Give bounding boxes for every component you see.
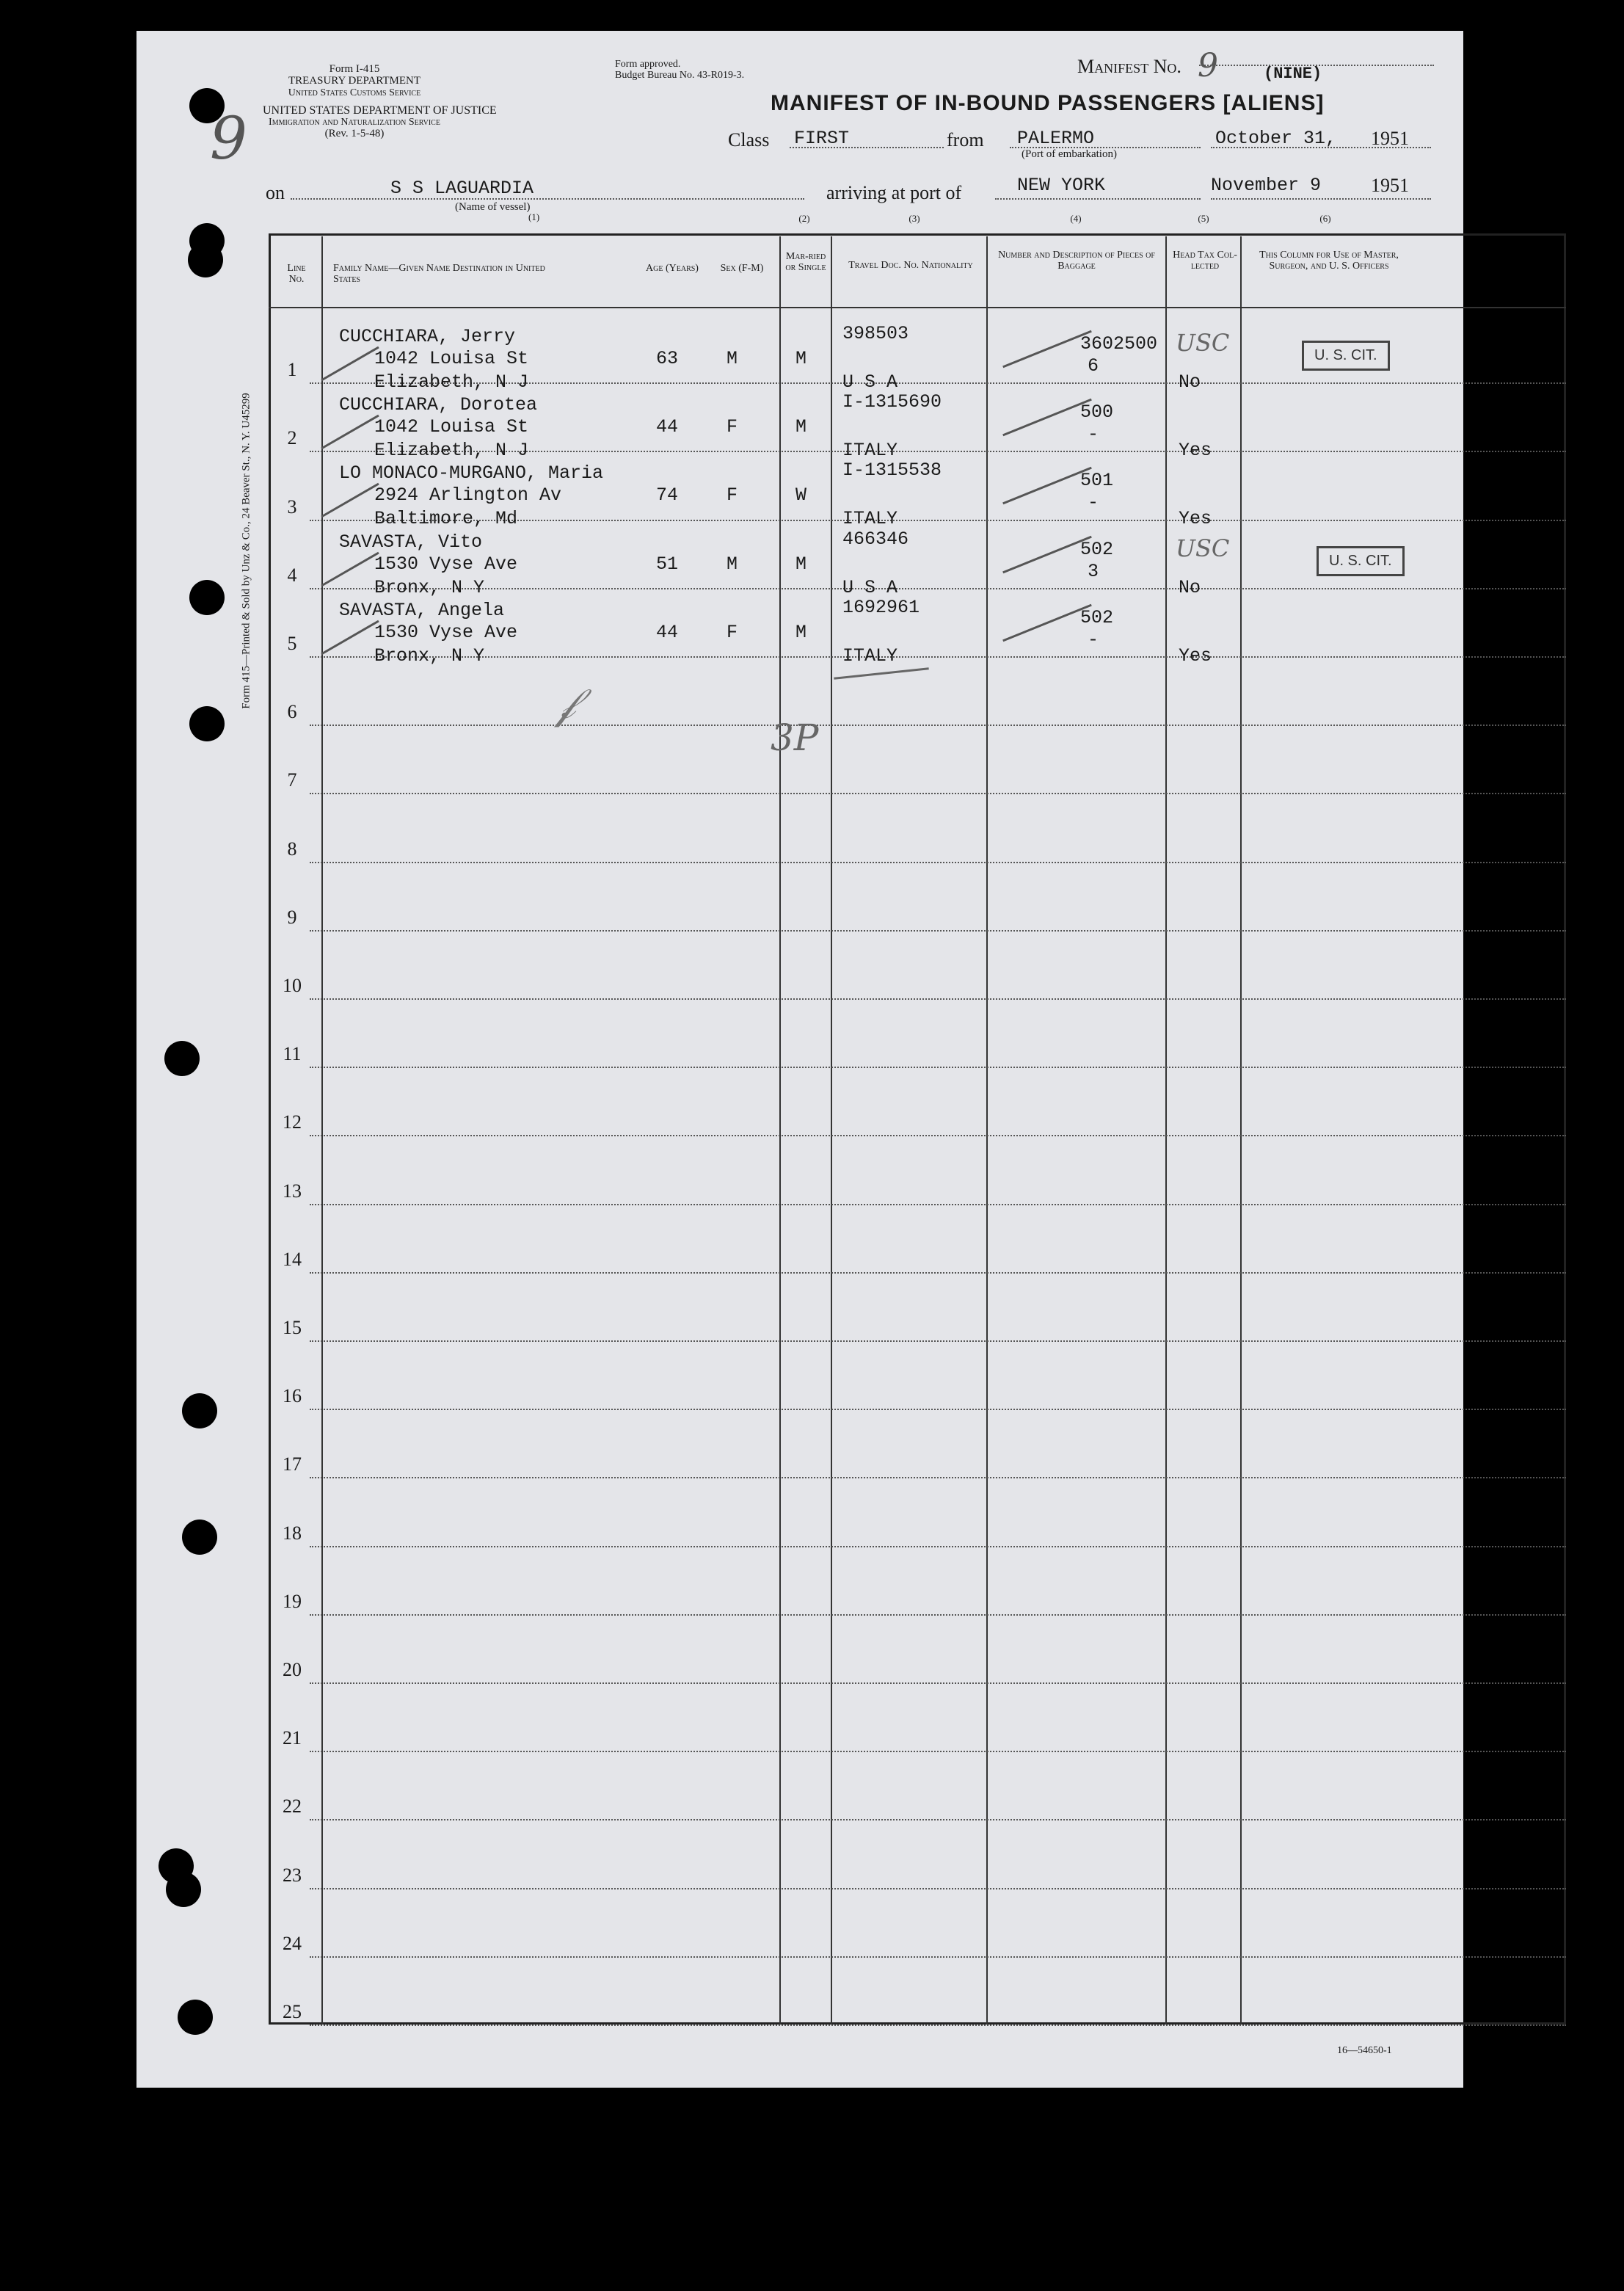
sex: F [727,416,738,437]
row-dotted-rule [310,1272,1566,1274]
departure-year: 1951 [1371,128,1409,149]
line-number: 23 [283,1865,302,1886]
row-dotted-rule [310,1340,1566,1342]
head-tax: Yes [1179,508,1212,529]
line-number: 21 [283,1727,302,1749]
manifest-no: 9 [1198,47,1218,84]
row-dotted-rule [310,1067,1566,1068]
header-rule [269,307,1566,308]
form-number: Form I-415 [329,63,380,75]
line-number: 13 [283,1180,302,1202]
row-dotted-rule [310,1682,1566,1684]
row-dotted-rule [310,1888,1566,1889]
corner-mark: 9 [210,104,247,173]
line-number: 12 [283,1111,302,1133]
us-citizen-stamp: U. S. CIT. [1302,341,1390,371]
row-dotted-rule [310,862,1566,863]
age: 44 [656,622,679,643]
line-number: 2 [287,427,297,449]
address-city: Baltimore, Md [374,508,518,529]
ins-service: Immigration and Naturalization Service [269,117,440,128]
from-label: from [947,129,984,150]
line-number: 3 [287,496,297,518]
col-travel-doc: Travel Doc. No. Nationality [848,260,973,271]
age: 44 [656,416,679,437]
col-num-officers: (6) [1319,213,1331,224]
line-number: 7 [287,769,297,791]
row-dotted-rule [310,930,1566,932]
line-number: 5 [287,633,297,654]
col-divider [1240,236,1242,2025]
row-dotted-rule [310,1546,1566,1547]
port-of-arrival: NEW YORK [1017,175,1106,196]
punch-hole [164,1041,200,1076]
address-city: Elizabeth, N J [374,440,529,461]
head-tax: No [1179,371,1201,393]
nationality: U S A [842,371,898,393]
head-tax: Yes [1179,645,1212,667]
col-num-travel: (3) [909,213,920,224]
arrival-year: 1951 [1371,175,1409,196]
row-dotted-rule [310,1614,1566,1616]
marital-status: M [795,622,807,643]
row-dotted-rule [310,998,1566,1000]
address-street: 1530 Vyse Ave [374,553,518,575]
manifest-title: MANIFEST OF IN-BOUND PASSENGERS [ALIENS] [771,91,1325,115]
line-number: 18 [283,1522,302,1544]
pencil-note: USC [1176,534,1230,562]
manifest-no-label: Manifest No. [1077,56,1181,77]
baggage-pieces: 6 [1088,355,1099,377]
vessel-line [291,198,804,200]
col-married: Mar-ried or Single [785,251,826,273]
vessel-caption: (Name of vessel) [455,201,531,213]
col-name: Family Name—Given Name Destination in United States [333,263,545,285]
vessel-name: S S LAGUARDIA [390,178,534,199]
col-divider [831,236,832,2025]
punch-hole [189,706,225,741]
marital-status: M [795,416,807,437]
line-number: 19 [283,1591,302,1612]
port-embark-caption: (Port of embarkation) [1022,148,1117,160]
travel-doc-no: 466346 [842,529,909,550]
footer-code: 16—54650-1 [1337,2045,1392,2056]
col-divider [321,236,323,2025]
punch-hole [188,242,223,277]
us-citizen-stamp: U. S. CIT. [1317,546,1405,576]
departure-date: October 31, [1215,128,1337,149]
baggage-number: 501 [1080,470,1114,491]
marital-status: M [795,348,807,369]
punch-hole [182,1520,217,1555]
nationality: ITALY [842,508,898,529]
row-dotted-rule [310,1956,1566,1958]
row-dotted-rule [310,725,1566,726]
line-number: 24 [283,1933,302,1954]
col-divider [986,236,988,2025]
line-number: 8 [287,838,297,860]
passenger-name: SAVASTA, Angela [339,600,505,621]
passenger-name: LO MONACO-MURGANO, Maria [339,462,604,484]
col-officers: This Column for Use of Master, Surgeon, and U. S. Officers [1259,250,1399,272]
line-number: 17 [283,1453,302,1475]
age: 74 [656,484,679,506]
baggage-number: 500 [1080,402,1114,423]
sex: M [727,553,738,575]
address-city: Bronx, N Y [374,577,485,598]
port-of-embarkation: PALERMO [1017,128,1095,149]
marital-status: W [795,484,807,506]
head-tax: Yes [1179,440,1212,461]
passenger-name: SAVASTA, Vito [339,531,483,553]
punch-hole [178,2000,213,2035]
form-approved: Form approved. [615,59,681,70]
address-street: 2924 Arlington Av [374,484,562,506]
class-label: Class [728,129,770,150]
customs-service: United States Customs Service [288,87,421,98]
travel-doc-no: I-1315538 [842,460,942,481]
nationality: ITALY [842,440,898,461]
line-number: 20 [283,1659,302,1680]
manifest-page [136,31,1463,2088]
row-dotted-rule [310,1135,1566,1136]
passenger-name: CUCCHIARA, Dorotea [339,394,538,415]
address-city: Elizabeth, N J [374,371,529,393]
address-street: 1042 Louisa St [374,348,529,369]
col-num-baggage: (4) [1070,213,1082,224]
nationality: U S A [842,577,898,598]
head-tax: No [1179,577,1201,598]
age: 63 [656,348,679,369]
col-age: Age (Years) [646,263,699,274]
budget-bureau-no: Budget Bureau No. 43-R019-3. [615,70,745,81]
sex: F [727,622,738,643]
printer-imprint: Form 415—Printed & Sold by Unz & Co., 24 Beaver St., N. Y. U45299 [240,393,252,709]
line-number: 9 [287,907,297,928]
col-sex: Sex (F-M) [720,263,764,274]
sex: F [727,484,738,506]
manifest-no-words: (NINE) [1264,65,1322,83]
travel-doc-no: 1692961 [842,597,920,618]
age: 51 [656,553,679,575]
punch-hole [166,1872,201,1907]
line-number: 22 [283,1796,302,1817]
pencil-signature: 𝒻 [556,678,575,728]
line-number: 4 [287,564,297,586]
line-number: 25 [283,2001,302,2022]
col-head-tax: Head Tax Col-lected [1173,250,1237,272]
arriving-label: arriving at port of [826,182,962,203]
row-dotted-rule [310,1204,1566,1205]
line-number: 1 [287,359,297,380]
baggage-pieces: 3 [1088,561,1099,582]
row-dotted-rule [310,1477,1566,1478]
line-number: 16 [283,1385,302,1406]
pencil-total: 3P [771,716,819,759]
address-street: 1530 Vyse Ave [374,622,518,643]
col-divider [779,236,781,2025]
row-dotted-rule [310,2025,1566,2026]
class-line [790,147,944,148]
row-dotted-rule [310,588,1566,589]
class-value: FIRST [794,128,850,149]
treasury-department: TREASURY DEPARTMENT [288,75,421,87]
baggage-number: 3602500 [1080,333,1158,355]
vessel-col-num: (1) [528,211,540,222]
date-line [1211,147,1431,148]
row-dotted-rule [310,1409,1566,1410]
punch-hole [189,580,225,615]
travel-doc-no: 398503 [842,323,909,344]
travel-doc-no: I-1315690 [842,391,942,413]
arrival-date-line [1211,198,1431,200]
line-number: 6 [287,701,297,722]
row-dotted-rule [310,656,1566,658]
col-num-married: (2) [798,213,810,224]
col-line-no: Line No. [287,263,306,285]
col-baggage: Number and Description of Pieces of Baggage [998,250,1155,272]
line-number: 11 [283,1043,302,1064]
revision-date: (Rev. 1-5-48) [324,128,385,139]
address-city: Bronx, N Y [374,645,485,667]
baggage-pieces: - [1088,629,1099,650]
nationality: ITALY [842,645,898,667]
punch-hole [182,1393,217,1428]
col-num-tax: (5) [1198,213,1209,224]
passenger-name: CUCCHIARA, Jerry [339,326,516,347]
arrival-port-line [995,198,1201,200]
sex: M [727,348,738,369]
col-divider [1165,236,1167,2025]
marital-status: M [795,553,807,575]
line-number: 14 [283,1249,302,1270]
address-street: 1042 Louisa St [374,416,529,437]
pencil-note: USC [1176,329,1230,357]
department-of-justice: UNITED STATES DEPARTMENT OF JUSTICE [263,104,497,117]
line-number: 10 [283,975,302,996]
on-label: on [266,182,285,203]
baggage-number: 502 [1080,539,1114,560]
row-dotted-rule [310,1819,1566,1820]
arrival-date: November 9 [1211,175,1322,196]
row-dotted-rule [310,1751,1566,1752]
baggage-pieces: - [1088,424,1099,445]
baggage-number: 502 [1080,607,1114,628]
baggage-pieces: - [1088,492,1099,513]
row-dotted-rule [310,793,1566,794]
line-number: 15 [283,1317,302,1338]
